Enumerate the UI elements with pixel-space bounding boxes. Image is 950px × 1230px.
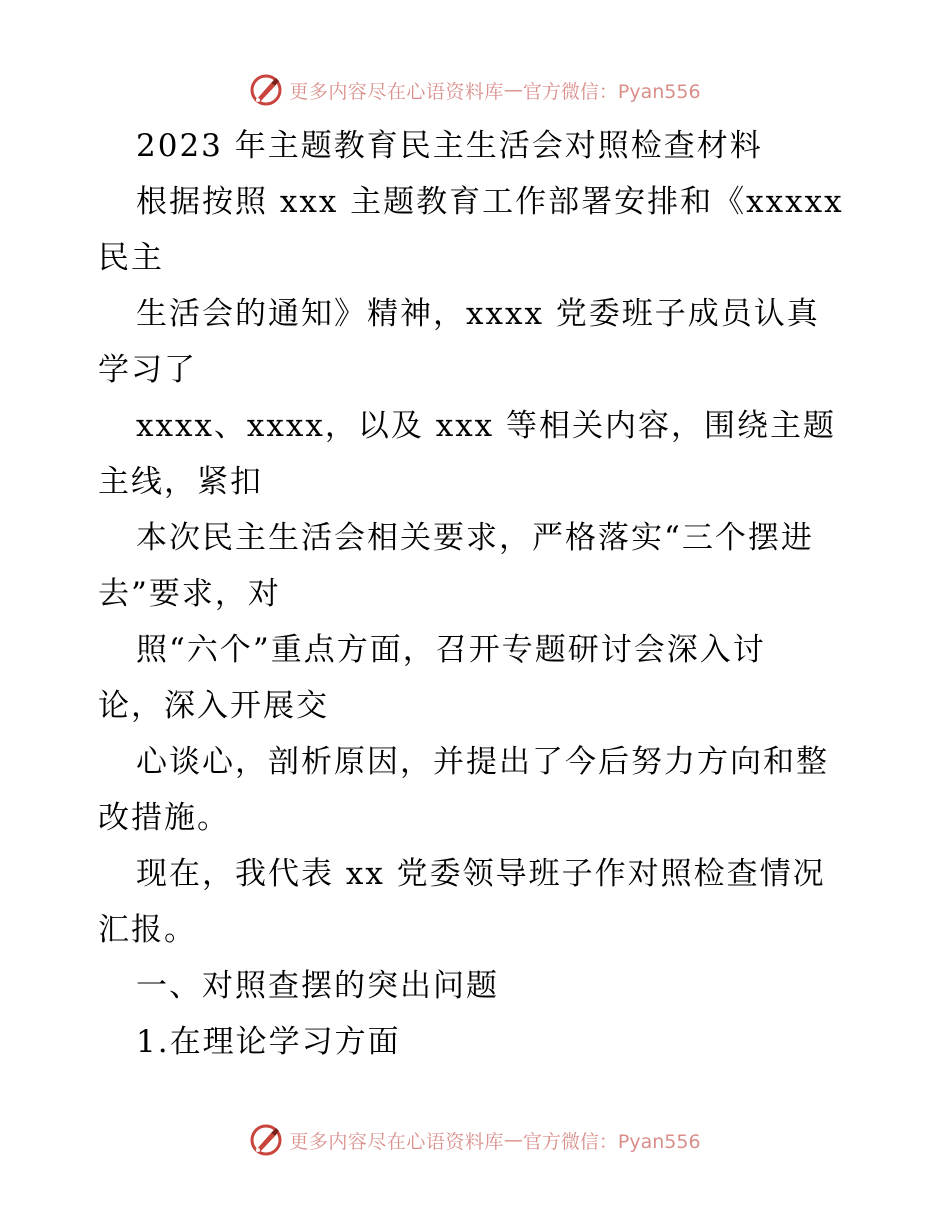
doc-line: 论，深入开展交	[98, 688, 329, 724]
watermark-contact: 官方微信：Pyan556	[522, 80, 701, 103]
doc-line: 改措施。	[98, 800, 230, 836]
doc-line: 照“六个”重点方面，召开专题研讨会深入讨	[136, 632, 766, 668]
doc-line: 学习了	[98, 352, 197, 388]
pen-logo-icon	[249, 1123, 283, 1157]
watermark-brand: 更多内容尽在心语资料库	[289, 80, 504, 103]
header-watermark	[0, 68, 950, 112]
watermark-separator: —	[503, 1129, 523, 1151]
section-heading: 一、对照查摆的突出问题	[136, 968, 499, 1004]
watermark-separator: —	[503, 79, 523, 101]
doc-line: 心谈心，剖析原因，并提出了今后努力方向和整	[136, 744, 829, 780]
document-body	[98, 118, 868, 1070]
doc-line: 民主	[98, 240, 164, 276]
doc-line: 根据按照 xxx 主题教育工作部署安排和《xxxxx	[136, 184, 844, 220]
doc-line: 生活会的通知》精神，xxxx 党委班子成员认真	[136, 296, 820, 332]
doc-line: 现在，我代表 xx 党委领导班子作对照检查情况	[136, 856, 826, 892]
doc-line: 去”要求，对	[98, 576, 281, 612]
watermark-brand: 更多内容尽在心语资料库	[289, 1130, 504, 1153]
subsection-heading: 1.在理论学习方面	[136, 1024, 401, 1060]
footer-watermark	[0, 1118, 950, 1162]
doc-line: 汇报。	[98, 912, 197, 948]
doc-line: 主线，紧扣	[98, 464, 263, 500]
doc-title: 2023 年主题教育民主生活会对照检查材料	[136, 128, 763, 164]
doc-line: 本次民主生活会相关要求，严格落实“三个摆进	[136, 520, 814, 556]
pen-logo-icon	[249, 73, 283, 107]
watermark-contact: 官方微信：Pyan556	[522, 1130, 701, 1153]
doc-line: xxxx、xxxx，以及 xxx 等相关内容，围绕主题	[136, 408, 837, 444]
